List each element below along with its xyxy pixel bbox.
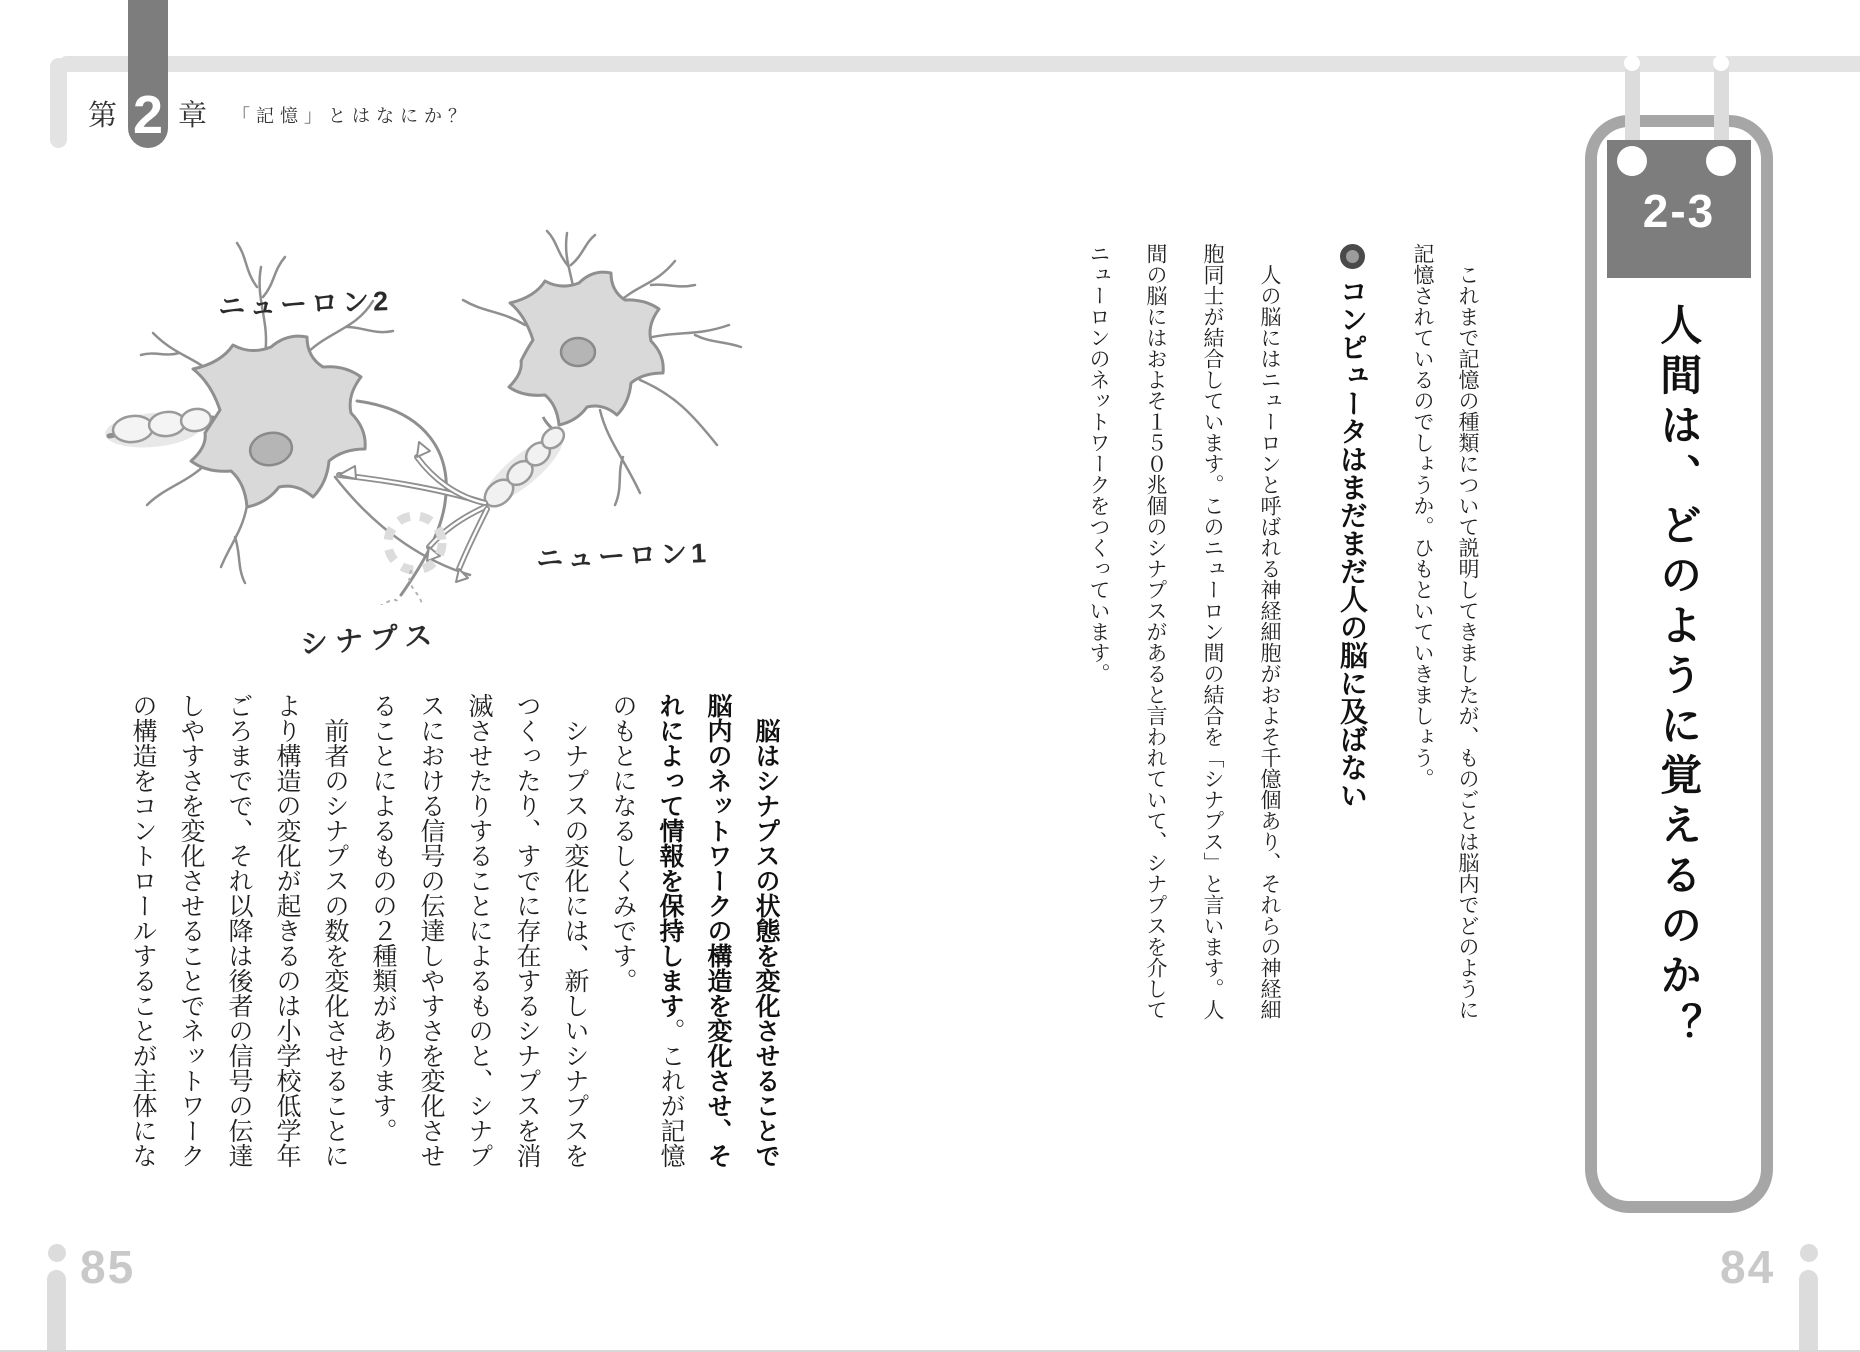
section-intro: これまで記憶の種類について説明してきましたが、ものごとは脳内でどのように 記憶されているのでしょうか。ひもといていきましょう。: [1411, 243, 1480, 1020]
label-neuron-2: ニューロン2: [217, 285, 393, 323]
left-page-body-text: [118, 693, 790, 1203]
section-number: 2-3: [1642, 185, 1716, 237]
top-rail-corner: [50, 58, 67, 148]
section-heading-text: コンピュータはまだまだ人の脳に及ばない: [1337, 277, 1368, 809]
right-page-text: [1070, 243, 1490, 1043]
tag-strap-pin-left: [1624, 55, 1640, 71]
target-bullet-icon: [1340, 244, 1365, 269]
tag-hole-left: [1617, 146, 1647, 176]
paragraph-synapse-count: 前者のシナプスの数を変化させることに より構造の変化が起きるのは小学校低学年 ごろまでで、それ以降は後者の信号の伝達 しやすさを変化させることでネットワーク の構造をコントロールすることが主体にな: [129, 693, 348, 1168]
tag-hole-right: [1706, 146, 1736, 176]
paragraph-synapse-change-types: シナプスの変化には、新しいシナプスを つくったり、すでに存在するシナプスを消 滅させたりすることによるものと、シナプ スにおける信号の伝達しやすさを変化させ ることによるものの２種類があります。: [369, 693, 588, 1168]
paragraph-brain-synapse: 脳はシナプスの状態を変化させることで 脳内のネットワークの構造を変化させ、そ れによって情報を保持します。これが記憶 のもとになるしくみです。: [609, 693, 780, 1168]
section-title: 人間は、どのように覚えるのか？: [1655, 303, 1703, 1053]
chapter-prefix: 第: [88, 100, 118, 132]
paragraph-neurons: 人の脳にはニューロンと呼ばれる神経細胞がおよそ千億個あり、それらの神経細 胞同士が結合しています。このニューロン間の結合を「シナプス」と言います。人 間の脳にはおよそ１５０兆個のシナプスがあると言われていて、シナプスを介して ニューロンのネットワークをつくっています。: [1087, 243, 1282, 1020]
footer-dot-right: [1800, 1244, 1818, 1262]
page-number-right: 84: [1720, 1241, 1776, 1293]
label-neuron-1: ニューロン1: [535, 537, 711, 575]
footer-bar-left: [47, 1270, 66, 1350]
chapter-number: 2: [132, 85, 164, 145]
footer-bar-right: [1799, 1270, 1818, 1350]
label-synapse: シナプス: [299, 619, 440, 660]
top-rail-bar: [58, 56, 1860, 72]
tag-strap-pin-right: [1713, 55, 1729, 71]
page-number-left: 85: [80, 1241, 136, 1293]
footer-dot-left: [48, 1244, 66, 1262]
chapter-number-tab: [128, 0, 168, 148]
section-heading: [1330, 243, 1374, 1043]
chapter-title: 「記憶」とはなにか？: [232, 106, 472, 126]
chapter-suffix: 章: [178, 100, 208, 132]
